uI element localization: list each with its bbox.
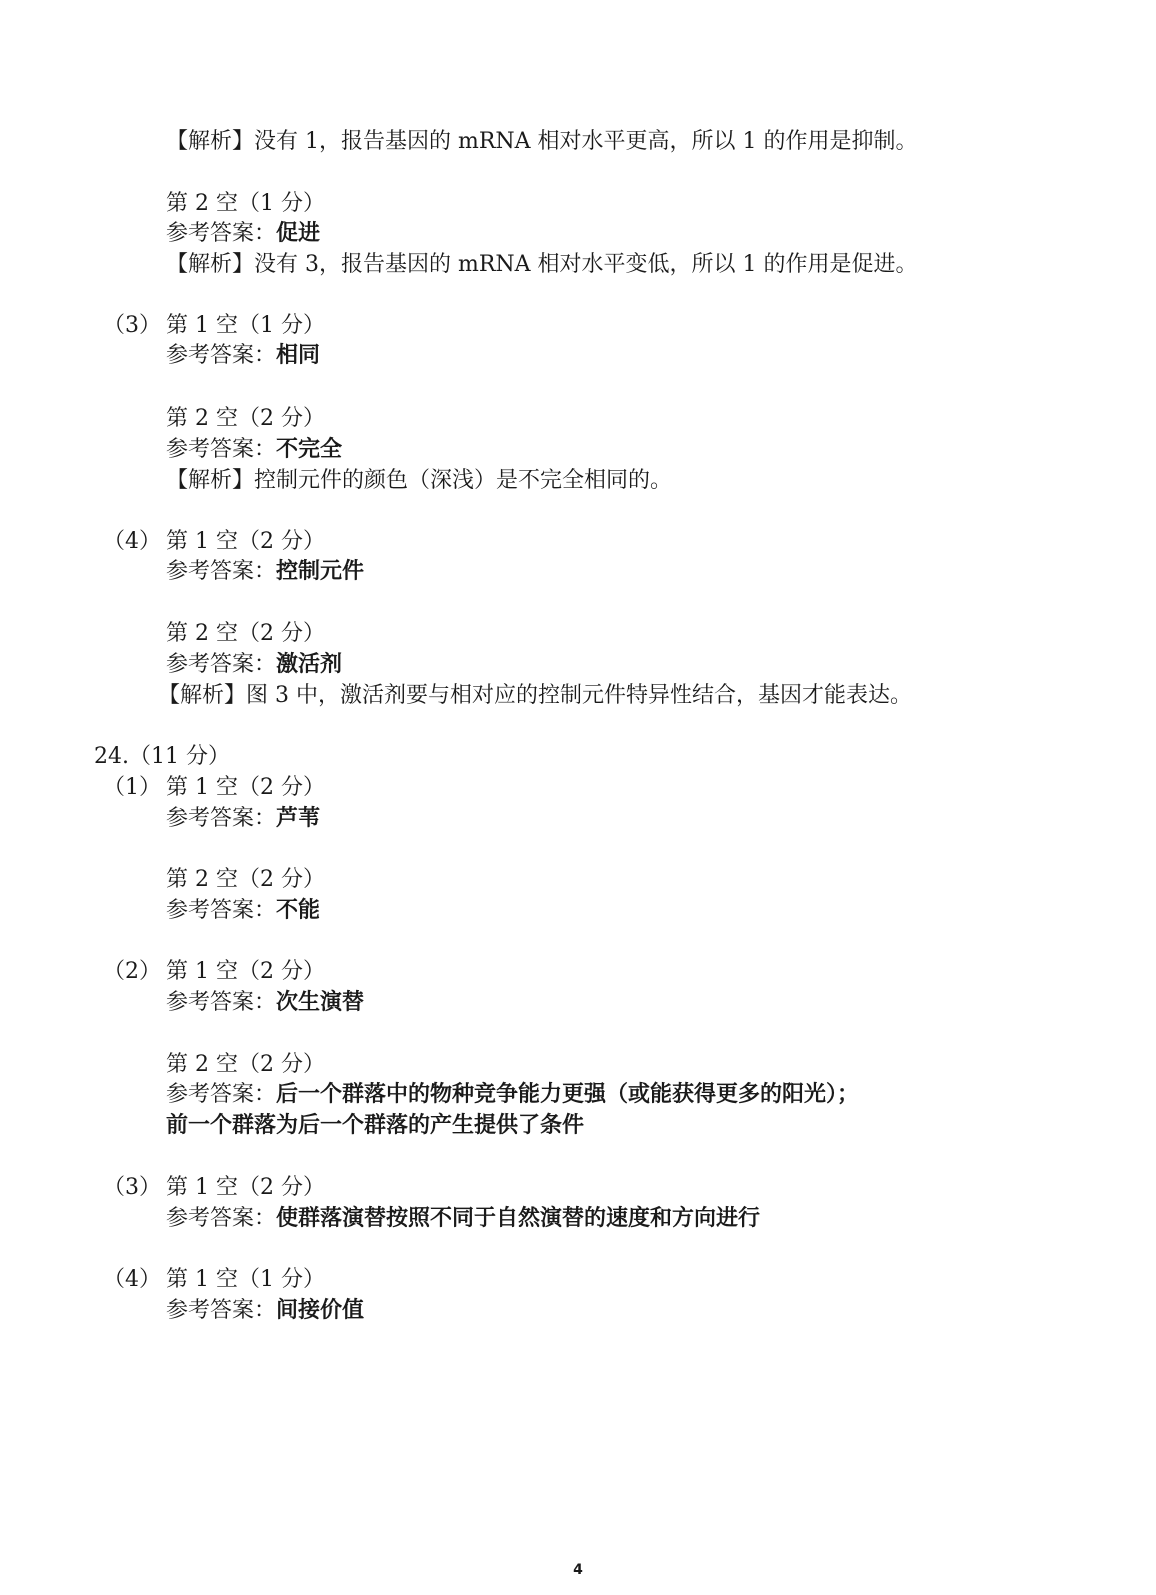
answer-line xyxy=(166,557,364,587)
answer-label: 参考答案： xyxy=(166,1298,277,1323)
answer-line xyxy=(166,219,320,249)
answer-label: 参考答案： xyxy=(166,437,277,462)
question-number: （4） xyxy=(103,529,161,554)
answer-line xyxy=(166,988,364,1018)
answer-line xyxy=(166,341,320,371)
answer-label: 参考答案： xyxy=(166,221,277,246)
blank-heading: 第 1 空（2 分） xyxy=(166,959,325,984)
answer-label: 参考答案： xyxy=(166,1206,277,1231)
answer-label: 参考答案： xyxy=(166,1082,277,1107)
blank-heading: 第 1 空（2 分） xyxy=(166,1175,325,1200)
answer-label: 参考答案： xyxy=(166,559,277,584)
answer-value: 次生演替 xyxy=(276,990,365,1015)
answer-label: 参考答案： xyxy=(166,806,277,831)
answer-line xyxy=(166,650,342,680)
answer-line xyxy=(166,896,320,926)
answer-value: 不能 xyxy=(276,898,321,923)
answer-line xyxy=(166,1204,760,1234)
answer-value: 间接价值 xyxy=(276,1298,365,1323)
page-number: 4 xyxy=(573,1562,583,1578)
answer-label: 参考答案： xyxy=(166,652,277,677)
answer-value: 促进 xyxy=(276,221,321,246)
blank-heading: 第 2 空（1 分） xyxy=(166,191,325,216)
answer-line xyxy=(166,435,342,465)
analysis-text: 【解析】没有 3，报告基因的 mRNA 相对水平变低，所以 1 的作用是促进。 xyxy=(166,252,918,277)
answer-label: 参考答案： xyxy=(166,898,277,923)
question-number: （2） xyxy=(103,959,161,984)
answer-value: 芦苇 xyxy=(276,806,321,831)
answer-value: 控制元件 xyxy=(276,559,365,584)
question-number: （1） xyxy=(103,775,161,800)
answer-label: 参考答案： xyxy=(166,990,277,1015)
analysis-text: 【解析】没有 1，报告基因的 mRNA 相对水平更高，所以 1 的作用是抑制。 xyxy=(166,129,918,154)
blank-heading: 第 1 空（2 分） xyxy=(166,775,325,800)
answer-value-continued: 前一个群落为后一个群落的产生提供了条件 xyxy=(166,1113,585,1138)
answer-value: 激活剂 xyxy=(276,652,343,677)
answer-line xyxy=(166,1296,364,1326)
blank-heading: 第 2 空（2 分） xyxy=(166,1052,325,1077)
question-number: （4） xyxy=(103,1267,161,1292)
question-heading: 24.（11 分） xyxy=(94,744,230,769)
question-number: （3） xyxy=(103,313,161,338)
answer-value: 不完全 xyxy=(276,437,343,462)
question-number: （3） xyxy=(103,1175,161,1200)
blank-heading: 第 2 空（2 分） xyxy=(166,621,325,646)
blank-heading: 第 1 空（1 分） xyxy=(166,1267,325,1292)
answer-value: 使群落演替按照不同于自然演替的速度和方向进行 xyxy=(276,1206,761,1231)
blank-heading: 第 2 空（2 分） xyxy=(166,406,325,431)
analysis-text: 【解析】图 3 中，激活剂要与相对应的控制元件特异性结合，基因才能表达。 xyxy=(158,683,912,708)
analysis-text: 【解析】控制元件的颜色（深浅）是不完全相同的。 xyxy=(166,468,673,493)
answer-value: 相同 xyxy=(276,343,321,368)
answer-label: 参考答案： xyxy=(166,343,277,368)
blank-heading: 第 1 空（2 分） xyxy=(166,529,325,554)
answer-line xyxy=(166,804,320,834)
answer-line xyxy=(166,1080,859,1110)
blank-heading: 第 1 空（1 分） xyxy=(166,313,325,338)
blank-heading: 第 2 空（2 分） xyxy=(166,867,325,892)
answer-value: 后一个群落中的物种竞争能力更强（或能获得更多的阳光）； xyxy=(276,1082,860,1107)
